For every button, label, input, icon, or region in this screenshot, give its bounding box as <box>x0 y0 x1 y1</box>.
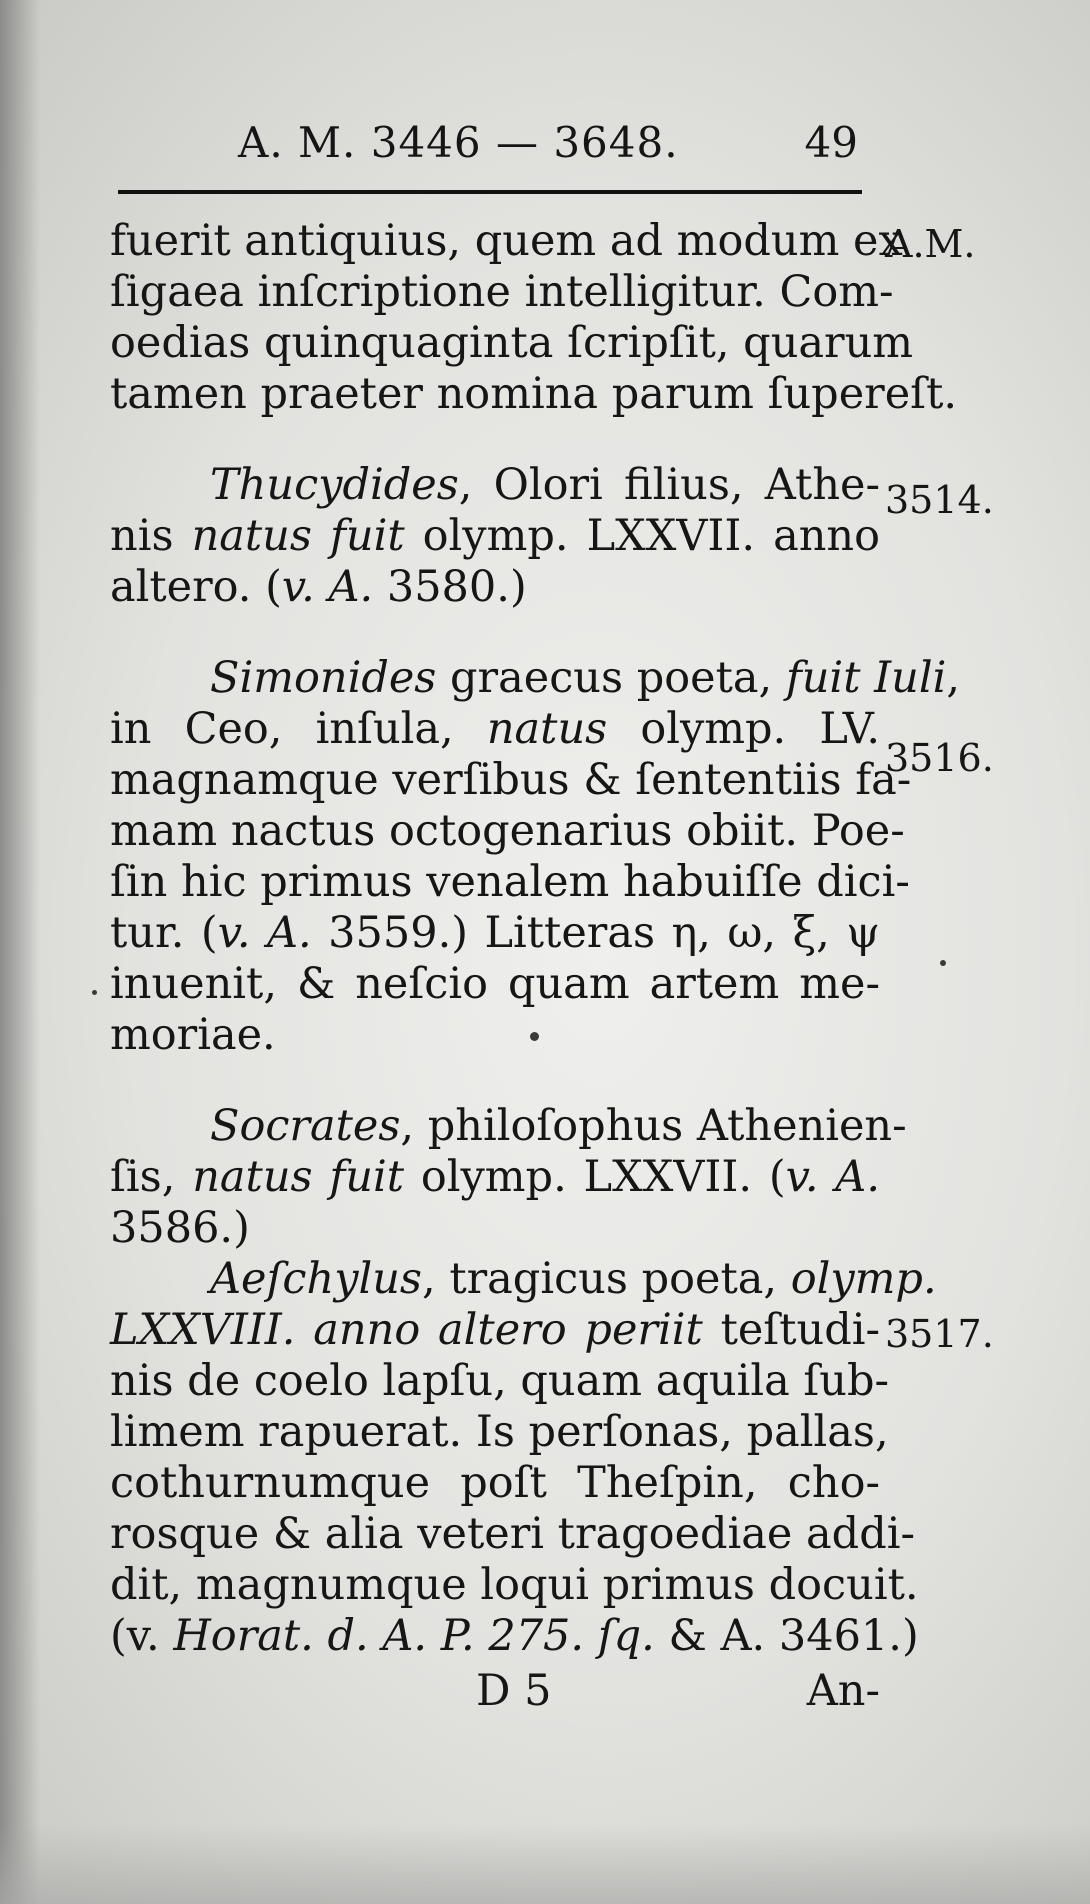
header-rule <box>118 190 862 194</box>
page-number: 49 <box>804 118 858 167</box>
text-line: altero. (v. A. 3580.) <box>110 562 527 612</box>
margin-note-year: 3517. <box>885 1312 994 1356</box>
text-line: Thucydides, Olori filius, Athe- <box>210 460 880 510</box>
text-line: Aeſchylus, tragicus poeta, olymp. <box>210 1254 937 1304</box>
ink-speck <box>530 1032 539 1041</box>
text-line: ſin hic primus venalem habuiſſe dici- <box>110 857 910 907</box>
text-line: ſis, natus fuit olymp. LXXVII. (v. A. <box>110 1152 881 1202</box>
text-line: Simonides graecus poeta, fuit Iuli, <box>210 653 960 703</box>
text-line: fuerit antiquius, quem ad modum ex <box>110 216 903 266</box>
page-bottom-shadow <box>0 1824 1090 1904</box>
text-line: LXXVIII. anno altero periit teſtudi- <box>110 1305 881 1355</box>
header-year-range: A. M. 3446 — 3648. <box>238 118 679 167</box>
text-line: (v. Horat. d. A. P. 275. ſq. & A. 3461.) <box>110 1611 919 1661</box>
text-line: magnamque verſibus & ſententiis fa- <box>110 755 912 805</box>
page-footer <box>110 1666 880 1726</box>
ink-speck <box>940 960 946 966</box>
text-line: Socrates, philoſophus Athenien- <box>210 1101 907 1151</box>
margin-note-year: 3514. <box>885 478 994 522</box>
text-line: dit, magnumque loqui primus docuit. <box>110 1560 919 1610</box>
signature-mark: D 5 <box>476 1666 552 1716</box>
margin-note-year: 3516. <box>885 736 994 780</box>
text-line: 3586.) <box>110 1203 250 1253</box>
text-line: tamen praeter nomina parum ſupereſt. <box>110 369 958 419</box>
text-line: tur. (v. A. 3559.) Litteras η, ω, ξ, ψ <box>110 908 880 958</box>
paragraph-gap <box>110 1061 880 1101</box>
margin-note-am: A.M. <box>885 222 976 266</box>
text-line: oedias quinquaginta ſcripſit, quarum <box>110 318 914 368</box>
ink-speck <box>92 990 97 995</box>
text-line: inuenit, & neſcio quam artem me- <box>110 959 880 1009</box>
text-line: in Ceo, inſula, natus olymp. LV. <box>110 704 880 754</box>
text-line: moriae. <box>110 1010 276 1060</box>
text-line: nis de coelo lapſu, quam aquila ſub- <box>110 1356 890 1406</box>
binding-shadow <box>0 0 40 1904</box>
text-line: mam nactus octogenarius obiit. Poe- <box>110 806 905 856</box>
text-line: rosque & alia veteri tragoediae addi- <box>110 1509 916 1559</box>
paragraph-gap <box>110 420 880 460</box>
catchword: An- <box>806 1666 880 1716</box>
text-line: nis natus fuit olymp. LXXVII. anno <box>110 511 880 561</box>
text-line: limem rapuerat. Is perſonas, pallas, <box>110 1407 889 1457</box>
running-header <box>238 118 858 178</box>
paragraph-gap <box>110 613 880 653</box>
text-line: cothurnumque poſt Theſpin, cho- <box>110 1458 880 1508</box>
text-line: ſigaea inſcriptione intelligitur. Com- <box>110 267 894 317</box>
